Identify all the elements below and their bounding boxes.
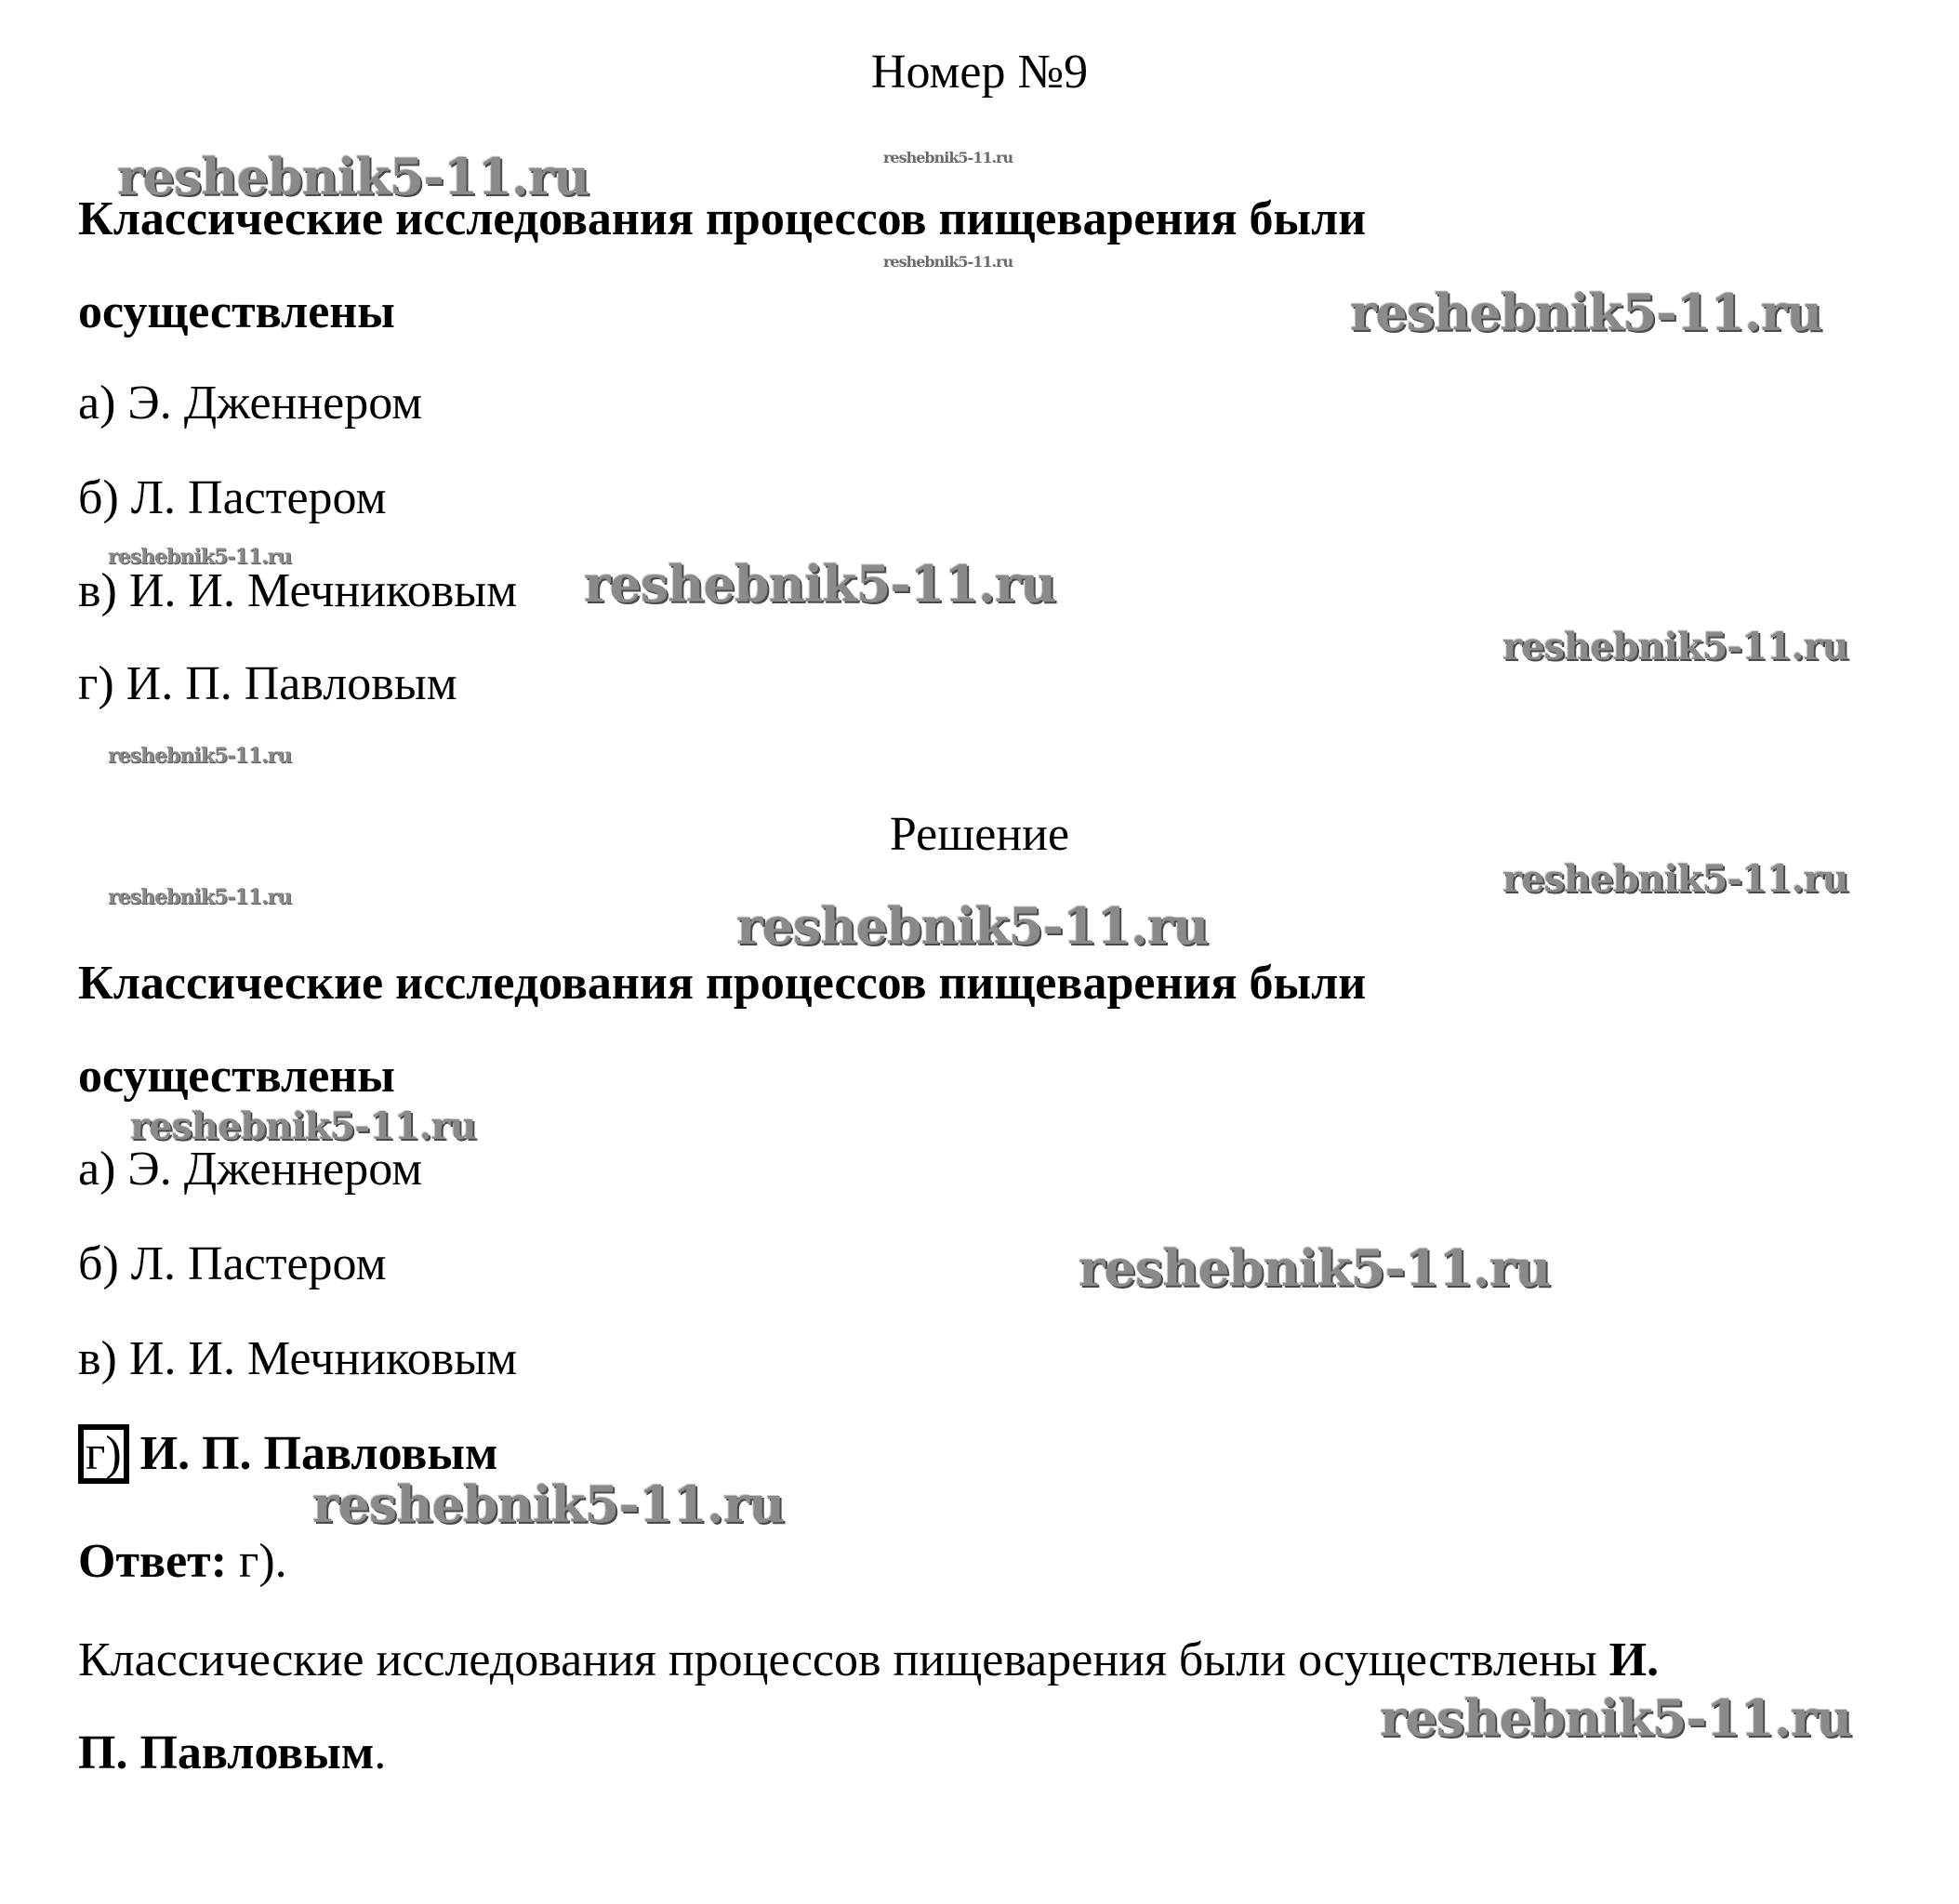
explanation-text: Классические исследования процессов пищеварения были осуществлены	[78, 1633, 1609, 1686]
problem-option-a: а) Э. Дженнером	[78, 377, 423, 430]
explanation-bold-part1: И.	[1608, 1633, 1660, 1686]
explanation-line1	[78, 1633, 1659, 1688]
watermark: reshebnik5-11.ru	[130, 1104, 476, 1148]
solution-correct-option	[78, 1424, 497, 1484]
watermark: reshebnik5-11.ru	[584, 554, 1056, 614]
watermark: reshebnik5-11.ru	[883, 253, 1013, 271]
explanation-line2	[78, 1726, 386, 1781]
answer-label: Ответ:	[78, 1535, 228, 1588]
solution-question-line2: осуществлены	[78, 1050, 395, 1103]
solution-heading: Решение	[889, 808, 1070, 861]
watermark: reshebnik5-11.ru	[108, 744, 292, 768]
solution-option-c: в) И. И. Мечниковым	[78, 1332, 518, 1385]
explanation-end: .	[374, 1726, 387, 1779]
problem-title: Номер №9	[870, 46, 1089, 99]
problem-option-d: г) И. П. Павловым	[78, 657, 457, 710]
watermark: reshebnik5-11.ru	[1079, 1238, 1551, 1298]
correct-option-text: И. П. Павловым	[139, 1427, 498, 1480]
answer-value: г).	[227, 1535, 287, 1588]
watermark: reshebnik5-11.ru	[108, 885, 292, 909]
solution-option-b: б) Л. Пастером	[78, 1237, 387, 1290]
watermark: reshebnik5-11.ru	[1502, 625, 1848, 668]
watermark: reshebnik5-11.ru	[312, 1474, 785, 1534]
solution-question-line1: Классические исследования процессов пищеварения были	[78, 957, 1367, 1010]
explanation-bold-part2: П. Павловым	[78, 1726, 375, 1779]
watermark: reshebnik5-11.ru	[736, 896, 1209, 956]
problem-question-line1: Классические исследования процессов пищеварения были	[78, 192, 1367, 245]
watermark: reshebnik5-11.ru	[108, 545, 292, 569]
watermark: reshebnik5-11.ru	[117, 147, 589, 206]
problem-option-c: в) И. И. Мечниковым	[78, 564, 518, 617]
watermark: reshebnik5-11.ru	[1350, 283, 1822, 342]
watermark: reshebnik5-11.ru	[883, 149, 1013, 166]
answer-line	[78, 1534, 287, 1590]
solution-option-a: а) Э. Дженнером	[78, 1143, 423, 1196]
watermark: reshebnik5-11.ru	[1380, 1688, 1852, 1748]
watermark: reshebnik5-11.ru	[1502, 857, 1848, 901]
problem-question-line2: осуществлены	[78, 285, 395, 338]
correct-letter-box: г)	[78, 1424, 129, 1484]
problem-option-b: б) Л. Пастером	[78, 471, 387, 524]
